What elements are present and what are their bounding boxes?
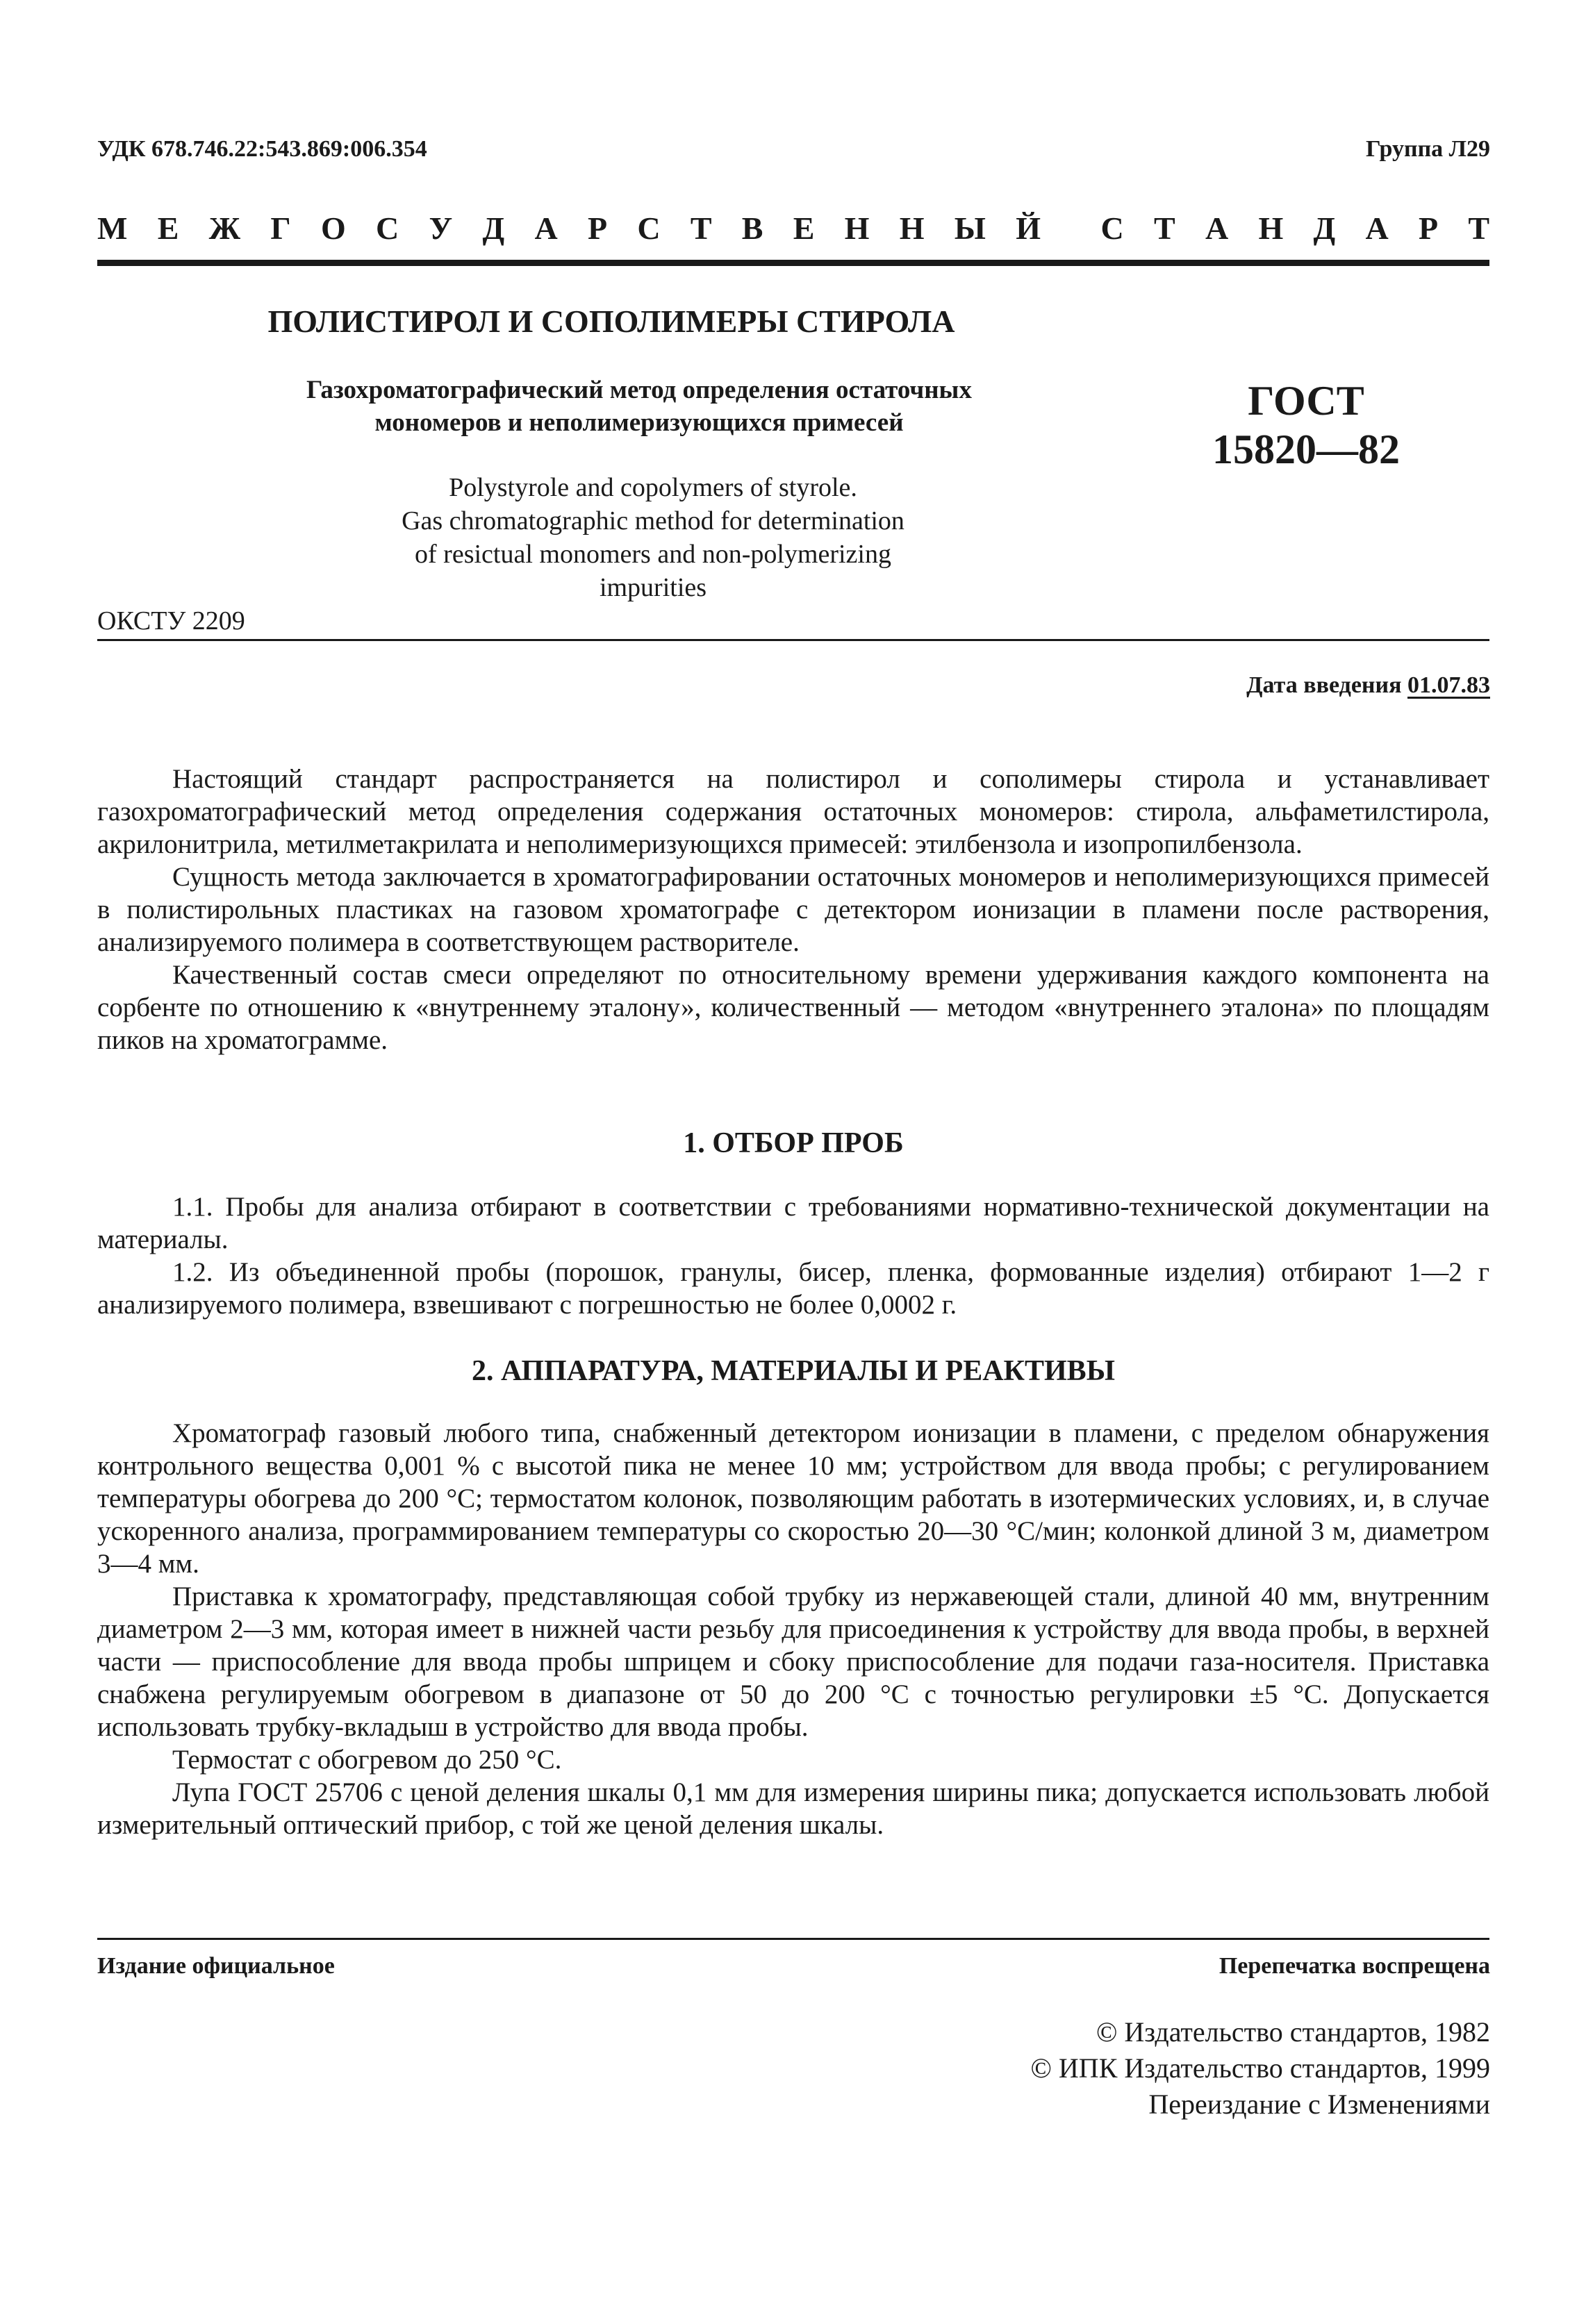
paragraph: 1.2. Из объединенной пробы (порошок, гранулы, бисер, пленка, формованные изделия) отбирают 1—2 г анализируемого полимера, взвешивают с погрешностью не более 0,0002 г. — [97, 1257, 1489, 1320]
group-code: Группа Л29 — [1366, 136, 1490, 162]
paragraph: Качественный состав смеси определяют по относительному времени удерживания каждого компонента на сорбенте по отношению к «внутреннему эталону», количественный — методом «внутреннего эталона» по площадям пиков на хроматограмме. — [97, 960, 1489, 1055]
document-subtitle — [153, 374, 1125, 439]
interstate-standard-heading — [97, 210, 1489, 247]
heading-letter: С — [1100, 210, 1124, 246]
section-2-heading: 2. АППАРАТУРА, МАТЕРИАЛЫ И РЕАКТИВЫ — [472, 1355, 1115, 1387]
introduction-date — [1246, 672, 1490, 699]
heading-letter: Н — [1258, 210, 1284, 246]
heading-letter: Е — [793, 210, 815, 246]
header-rule — [97, 260, 1489, 266]
reprint-prohibited-note: Перепечатка воспрещена — [1219, 1953, 1490, 1979]
paragraph: Сущность метода заключается в хроматографировании остаточных мономеров и неполимеризующихся примесей в полистирольных пластиках на газовом хроматографе с детектором ионизации в пламени после растворения, анализируемого полимера в соответствующем растворителе. — [97, 862, 1489, 957]
paragraph: 1.1. Пробы для анализа отбирают в соответствии с требованиями нормативно-технической документации на материалы. — [97, 1192, 1489, 1254]
heading-letter: Р — [587, 210, 608, 246]
date-label: Дата введения — [1246, 672, 1402, 698]
english-title-line: impurities — [599, 573, 707, 602]
heading-letter: А — [1205, 210, 1229, 246]
title-block-rule — [97, 639, 1489, 641]
english-title-line: of resictual monomers and non-polymerizing — [415, 540, 891, 569]
heading-letter: Т — [1468, 210, 1489, 246]
paragraph: Хроматограф газовый любого типа, снабженный детектором ионизации в пламени, с пределом обнаружения контрольного вещества 0,001 % с высотой пика не менее 10 мм; устройством для ввода пробы; с регулированием температуры обогрева до 200 °С; термостатом колонок, позволяющим работать в изотермических условиях, и, в случае ускоренного анализа, программированием температуры со скоростью 20—30 °С/мин; колонкой длиной 3 м, диаметром 3—4 мм. — [97, 1418, 1489, 1579]
paragraph: Настоящий стандарт распространяется на полистирол и сополимеры стирола и устанавливает газохроматографический метод определения содержания остаточных мономеров: стирола, альфаметилстирола, акрилонитрила, метилметакрилата и неполимеризующихся примесей: этилбензола и изопропилбензола. — [97, 764, 1489, 859]
gost-number — [1174, 376, 1438, 474]
heading-letter: С — [375, 210, 399, 246]
heading-letter: Д — [1313, 210, 1336, 246]
date-value: 01.07.83 — [1407, 672, 1490, 698]
heading-letter: Н — [844, 210, 870, 246]
section-2-text — [97, 1417, 1489, 1841]
section-1-heading: 1. ОТБОР ПРОБ — [683, 1127, 904, 1159]
copyright-line: © Издательство стандартов, 1982 — [1096, 2016, 1490, 2048]
heading-letter: С — [637, 210, 661, 246]
english-title — [236, 471, 1070, 604]
heading-letter: М — [97, 210, 128, 246]
heading-letter: А — [534, 210, 558, 246]
copyright-block — [1031, 2014, 1490, 2123]
english-title-line: Polystyrole and copolymers of styrole. — [449, 473, 857, 502]
section-1-text — [97, 1190, 1489, 1321]
footer-rule — [97, 1938, 1489, 1940]
paragraph: Лупа ГОСТ 25706 с ценой деления шкалы 0,1 мм для измерения ширины пика; допускается использовать любой измерительный оптический прибор, с той же ценой деления шкалы. — [97, 1777, 1489, 1840]
heading-letter: Т — [690, 210, 712, 246]
copyright-line: © ИПК Издательство стандартов, 1999 — [1030, 2052, 1490, 2084]
heading-letter: Ы — [954, 210, 986, 246]
gost-code: 15820—82 — [1212, 426, 1400, 472]
udk-code: УДК 678.746.22:543.869:006.354 — [97, 136, 427, 162]
english-title-line: Gas chromatographic method for determination — [402, 506, 904, 536]
heading-letter: О — [320, 210, 346, 246]
gost-label: ГОСТ — [1248, 378, 1364, 424]
heading-letter: А — [1365, 210, 1389, 246]
heading-letter: Г — [270, 210, 291, 246]
intro-text — [97, 763, 1489, 1056]
subtitle-line: Газохроматографический метод определения остаточных — [306, 376, 972, 404]
subtitle-line: мономеров и неполимеризующихся примесей — [374, 408, 904, 437]
heading-letter: Е — [157, 210, 179, 246]
heading-letter: Р — [1418, 210, 1439, 246]
heading-letter: У — [429, 210, 453, 246]
heading-letter: Ж — [208, 210, 241, 246]
paragraph: Приставка к хроматографу, представляющая собой трубку из нержавеющей стали, длиной 40 мм, внутренним диаметром 2—3 мм, которая имеет в нижней части резьбу для присоединения к устройству для ввода пробы, в верхней части — приспособление для ввода пробы шприцем и сбоку приспособление для подачи газа-носителя. Приставка снабжена регулируемым обогревом в диапазоне от 50 до 200 °С с точностью регулировки ±5 °С. Допускается использовать трубку-вкладыш в устройство для ввода пробы. — [97, 1582, 1489, 1742]
reissue-note: Переиздание с Изменениями — [1148, 2089, 1490, 2120]
document-title: ПОЛИСТИРОЛ И СОПОЛИМЕРЫ СТИРОЛА — [267, 304, 955, 339]
heading-letter: Д — [482, 210, 505, 246]
heading-letter: Т — [1154, 210, 1175, 246]
heading-letter: Й — [1016, 210, 1041, 246]
heading-letter: Н — [899, 210, 925, 246]
paragraph: Термостат с обогревом до 250 °С. — [172, 1745, 562, 1775]
okstu-code: ОКСТУ 2209 — [97, 606, 245, 636]
heading-letter: В — [741, 210, 763, 246]
official-edition-note: Издание официальное — [97, 1953, 335, 1979]
